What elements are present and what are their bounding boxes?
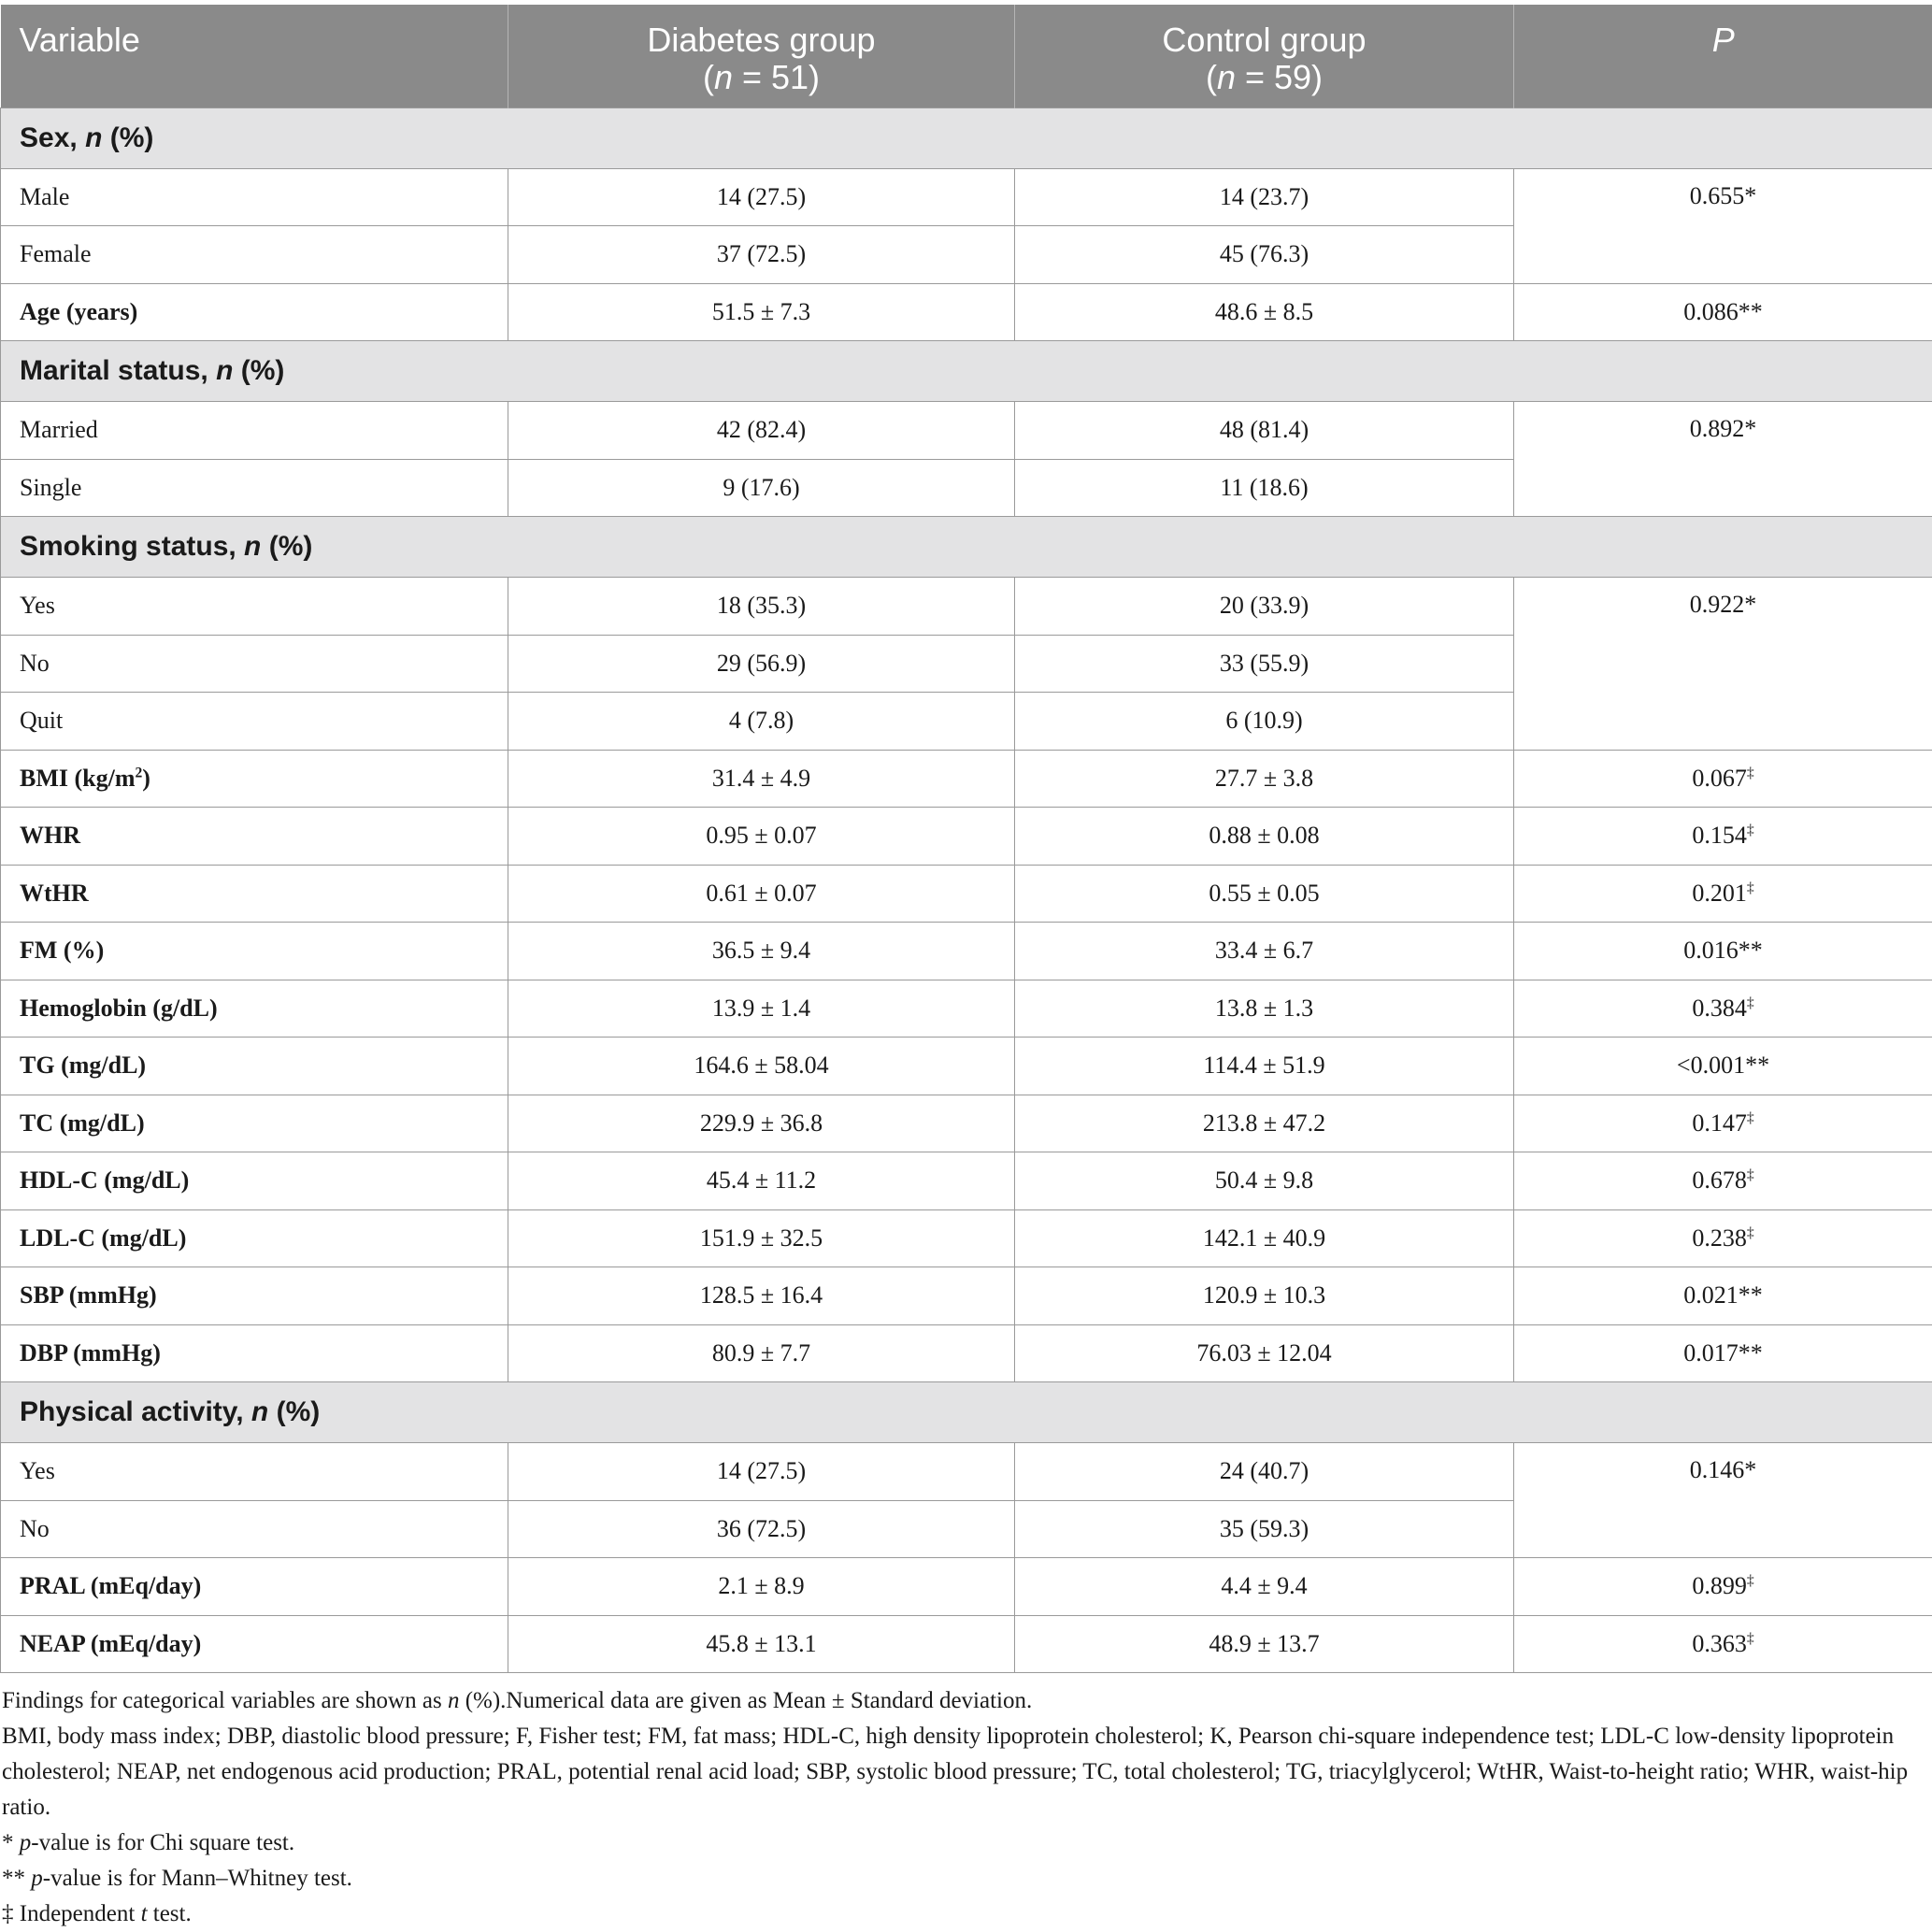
cell-p-value: 0.146* <box>1514 1443 1932 1558</box>
table-row <box>1 402 1932 460</box>
cell-p-value: 0.021** <box>1514 1267 1932 1325</box>
row-label: LDL-C (mg/dL) <box>1 1209 508 1267</box>
cell-control: 48.6 ± 8.5 <box>1015 283 1514 341</box>
cell-diabetes: 36.5 ± 9.4 <box>508 923 1015 980</box>
cell-control: 48.9 ± 13.7 <box>1015 1615 1514 1673</box>
cell-control: 76.03 ± 12.04 <box>1015 1324 1514 1382</box>
section-suffix: (%) <box>268 1396 321 1427</box>
footnote-n-symbol: n <box>447 1688 460 1713</box>
p-value-marker: ‡ <box>1746 822 1754 838</box>
footnote-t-symbol: t <box>140 1901 148 1926</box>
table-row <box>1 808 1932 866</box>
row-label: DBP (mmHg) <box>1 1324 508 1382</box>
section-title-sex <box>1 107 1932 168</box>
cell-control: 120.9 ± 10.3 <box>1015 1267 1514 1325</box>
cell-p-value <box>1514 750 1932 808</box>
cell-control: 20 (33.9) <box>1015 578 1514 636</box>
cell-p-value <box>1514 980 1932 1038</box>
section-suffix: (%) <box>102 122 154 153</box>
table-row <box>1 865 1932 923</box>
row-label: Hemoglobin (g/dL) <box>1 980 508 1038</box>
section-text: Sex, <box>20 122 86 153</box>
p-value-marker: ‡ <box>1746 995 1754 1011</box>
row-label: NEAP (mEq/day) <box>1 1615 508 1673</box>
table-row <box>1 1267 1932 1325</box>
cell-control: 0.55 ± 0.05 <box>1015 865 1514 923</box>
row-label: WHR <box>1 808 508 866</box>
cell-diabetes: 80.9 ± 7.7 <box>508 1324 1015 1382</box>
p-value-text: 0.899 <box>1692 1572 1747 1600</box>
footnote-t-test <box>2 1896 1927 1932</box>
section-text: Marital status, <box>20 355 217 386</box>
section-suffix: (%) <box>233 355 285 386</box>
cell-p-value: <0.001** <box>1514 1038 1932 1095</box>
section-title-smoking <box>1 517 1932 578</box>
header-diabetes-n-value: = 51) <box>732 58 821 96</box>
cell-control: 48 (81.4) <box>1015 402 1514 460</box>
row-label: Female <box>1 226 508 284</box>
characteristics-table <box>0 5 1932 1673</box>
cell-diabetes: 31.4 ± 4.9 <box>508 750 1015 808</box>
cell-p-value: 0.086** <box>1514 283 1932 341</box>
cell-p-value: 0.922* <box>1514 578 1932 751</box>
cell-diabetes: 45.4 ± 11.2 <box>508 1152 1015 1210</box>
row-label: Married <box>1 402 508 460</box>
row-label: HDL-C (mg/dL) <box>1 1152 508 1210</box>
header-open-paren: ( <box>702 58 714 96</box>
cell-diabetes: 9 (17.6) <box>508 459 1015 517</box>
table-row <box>1 750 1932 808</box>
footnote-abbreviations: BMI, body mass index; DBP, diastolic blood pressure; F, Fisher test; FM, fat mass; HDL-C, high density lipoprotein cholesterol; K, Pearson chi-square independence test; LDL-C low-density lipoprotein cholesterol; NEAP, net endogenous acid production; PRAL, potential renal acid load; SBP, systolic blood pressure; TC, total cholesterol; TG, triacylglycerol; WtHR, Waist-to-height ratio; WHR, waist-hip ratio. <box>2 1724 1909 1820</box>
table-row <box>1 1038 1932 1095</box>
cell-diabetes: 36 (72.5) <box>508 1500 1015 1558</box>
row-label <box>1 750 508 808</box>
table-row <box>1 1095 1932 1152</box>
p-value-marker: ‡ <box>1746 1166 1754 1183</box>
row-label: Yes <box>1 578 508 636</box>
cell-diabetes: 51.5 ± 7.3 <box>508 283 1015 341</box>
footnote-marker: ** <box>2 1866 32 1891</box>
cell-diabetes: 164.6 ± 58.04 <box>508 1038 1015 1095</box>
cell-control: 0.88 ± 0.08 <box>1015 808 1514 866</box>
cell-control: 24 (40.7) <box>1015 1443 1514 1501</box>
header-diabetes-n-symbol: n <box>713 58 733 96</box>
cell-diabetes: 13.9 ± 1.4 <box>508 980 1015 1038</box>
section-suffix: (%) <box>261 531 313 562</box>
p-value-text: 0.384 <box>1692 994 1747 1022</box>
p-value-text: 0.154 <box>1692 822 1747 850</box>
p-value-text: 0.201 <box>1692 879 1747 907</box>
footnote-text: -value is for Mann–Whitney test. <box>42 1866 352 1891</box>
row-label: No <box>1 1500 508 1558</box>
cell-diabetes: 229.9 ± 36.8 <box>508 1095 1015 1152</box>
row-label: WtHR <box>1 865 508 923</box>
footnote-text: Findings for categorical variables are shown as <box>2 1688 448 1713</box>
table-row <box>1 1152 1932 1210</box>
p-value-marker: ‡ <box>1746 1572 1754 1589</box>
table-row <box>1 1615 1932 1673</box>
p-value-text: 0.678 <box>1692 1166 1747 1195</box>
header-control-n-symbol: n <box>1216 58 1236 96</box>
table-row <box>1 980 1932 1038</box>
table-row <box>1 1209 1932 1267</box>
cell-p-value: 0.655* <box>1514 168 1932 283</box>
table-header-row <box>1 5 1932 107</box>
section-n-symbol: n <box>216 355 234 386</box>
table-row <box>1 283 1932 341</box>
p-value-marker: ‡ <box>1746 1630 1754 1647</box>
p-value-marker: ‡ <box>1746 1109 1754 1126</box>
cell-control: 142.1 ± 40.9 <box>1015 1209 1514 1267</box>
header-p-label: P <box>1711 21 1735 59</box>
p-value-text: 0.363 <box>1692 1629 1747 1657</box>
cell-p-value <box>1514 1558 1932 1616</box>
row-label: Male <box>1 168 508 226</box>
cell-control: 33.4 ± 6.7 <box>1015 923 1514 980</box>
cell-diabetes: 0.61 ± 0.07 <box>508 865 1015 923</box>
table-footnotes <box>2 1683 1927 1932</box>
footnote-chi-square <box>2 1825 1927 1861</box>
cell-diabetes: 0.95 ± 0.07 <box>508 808 1015 866</box>
footnote-p-symbol: p <box>31 1866 43 1891</box>
row-label: TG (mg/dL) <box>1 1038 508 1095</box>
section-text: Physical activity, <box>20 1396 251 1427</box>
p-value-marker: ‡ <box>1746 765 1754 781</box>
p-value-text: 0.147 <box>1692 1109 1747 1137</box>
cell-p-value <box>1514 1152 1932 1210</box>
cell-diabetes: 151.9 ± 32.5 <box>508 1209 1015 1267</box>
cell-diabetes: 128.5 ± 16.4 <box>508 1267 1015 1325</box>
section-row-smoking <box>1 517 1932 578</box>
p-value-text: 0.238 <box>1692 1224 1747 1252</box>
bmi-label-text: BMI (kg/m <box>20 764 136 792</box>
header-control-label: Control group <box>1162 21 1367 59</box>
cell-control: 14 (23.7) <box>1015 168 1514 226</box>
footnote-marker: ‡ Independent <box>2 1901 141 1926</box>
cell-control: 4.4 ± 9.4 <box>1015 1558 1514 1616</box>
cell-p-value <box>1514 1615 1932 1673</box>
section-title-marital <box>1 341 1932 402</box>
section-n-symbol: n <box>250 1396 269 1427</box>
bmi-label-end: ) <box>142 764 150 792</box>
row-label: No <box>1 635 508 693</box>
row-label: Quit <box>1 693 508 751</box>
row-label: FM (%) <box>1 923 508 980</box>
section-n-symbol: n <box>244 531 262 562</box>
p-value-marker: ‡ <box>1746 880 1754 896</box>
header-control-n-value: = 59) <box>1235 58 1324 96</box>
cell-p-value: 0.017** <box>1514 1324 1932 1382</box>
section-row-physical-activity <box>1 1382 1932 1443</box>
section-text: Smoking status, <box>20 531 245 562</box>
footnote-mann-whitney <box>2 1861 1927 1896</box>
footnote-text: (%).Numerical data are given as Mean ± Standard deviation. <box>459 1688 1033 1713</box>
cell-control: 114.4 ± 51.9 <box>1015 1038 1514 1095</box>
table-row <box>1 578 1932 636</box>
cell-diabetes: 37 (72.5) <box>508 226 1015 284</box>
cell-control: 27.7 ± 3.8 <box>1015 750 1514 808</box>
cell-diabetes: 2.1 ± 8.9 <box>508 1558 1015 1616</box>
cell-diabetes: 29 (56.9) <box>508 635 1015 693</box>
footnote-p-symbol: p <box>19 1830 32 1855</box>
footnote-data-format <box>2 1683 1927 1719</box>
footnote-text: -value is for Chi square test. <box>31 1830 295 1855</box>
bmi-label-superscript: 2 <box>135 765 143 781</box>
table-row <box>1 168 1932 226</box>
table-row <box>1 923 1932 980</box>
cell-p-value <box>1514 1209 1932 1267</box>
row-label: Yes <box>1 1443 508 1501</box>
header-variable: Variable <box>1 5 508 107</box>
table-row <box>1 1324 1932 1382</box>
p-value-text: 0.067 <box>1692 764 1747 792</box>
cell-control: 11 (18.6) <box>1015 459 1514 517</box>
header-control-group <box>1015 5 1514 107</box>
cell-control: 6 (10.9) <box>1015 693 1514 751</box>
row-label: SBP (mmHg) <box>1 1267 508 1325</box>
section-row-marital <box>1 341 1932 402</box>
cell-p-value <box>1514 808 1932 866</box>
cell-control: 45 (76.3) <box>1015 226 1514 284</box>
cell-p-value: 0.016** <box>1514 923 1932 980</box>
cell-diabetes: 4 (7.8) <box>508 693 1015 751</box>
cell-diabetes: 14 (27.5) <box>508 1443 1015 1501</box>
cell-control: 213.8 ± 47.2 <box>1015 1095 1514 1152</box>
table-row <box>1 1443 1932 1501</box>
cell-p-value <box>1514 865 1932 923</box>
cell-control: 35 (59.3) <box>1015 1500 1514 1558</box>
row-label: TC (mg/dL) <box>1 1095 508 1152</box>
footnote-text: test. <box>147 1901 192 1926</box>
section-n-symbol: n <box>85 122 103 153</box>
cell-diabetes: 18 (35.3) <box>508 578 1015 636</box>
section-row-sex <box>1 107 1932 168</box>
cell-diabetes: 42 (82.4) <box>508 402 1015 460</box>
header-diabetes-label: Diabetes group <box>647 21 876 59</box>
cell-p-value: 0.892* <box>1514 402 1932 517</box>
section-title-physical-activity <box>1 1382 1932 1443</box>
cell-control: 50.4 ± 9.8 <box>1015 1152 1514 1210</box>
row-label: PRAL (mEq/day) <box>1 1558 508 1616</box>
header-diabetes-group <box>508 5 1015 107</box>
row-label: Single <box>1 459 508 517</box>
row-label: Age (years) <box>1 283 508 341</box>
header-p-value <box>1514 5 1932 107</box>
footnote-marker: * <box>2 1830 20 1855</box>
header-open-paren: ( <box>1205 58 1217 96</box>
cell-control: 13.8 ± 1.3 <box>1015 980 1514 1038</box>
cell-diabetes: 14 (27.5) <box>508 168 1015 226</box>
cell-diabetes: 45.8 ± 13.1 <box>508 1615 1015 1673</box>
cell-p-value <box>1514 1095 1932 1152</box>
table-row <box>1 1558 1932 1616</box>
cell-control: 33 (55.9) <box>1015 635 1514 693</box>
p-value-marker: ‡ <box>1746 1224 1754 1241</box>
data-table-container <box>0 5 1932 1673</box>
